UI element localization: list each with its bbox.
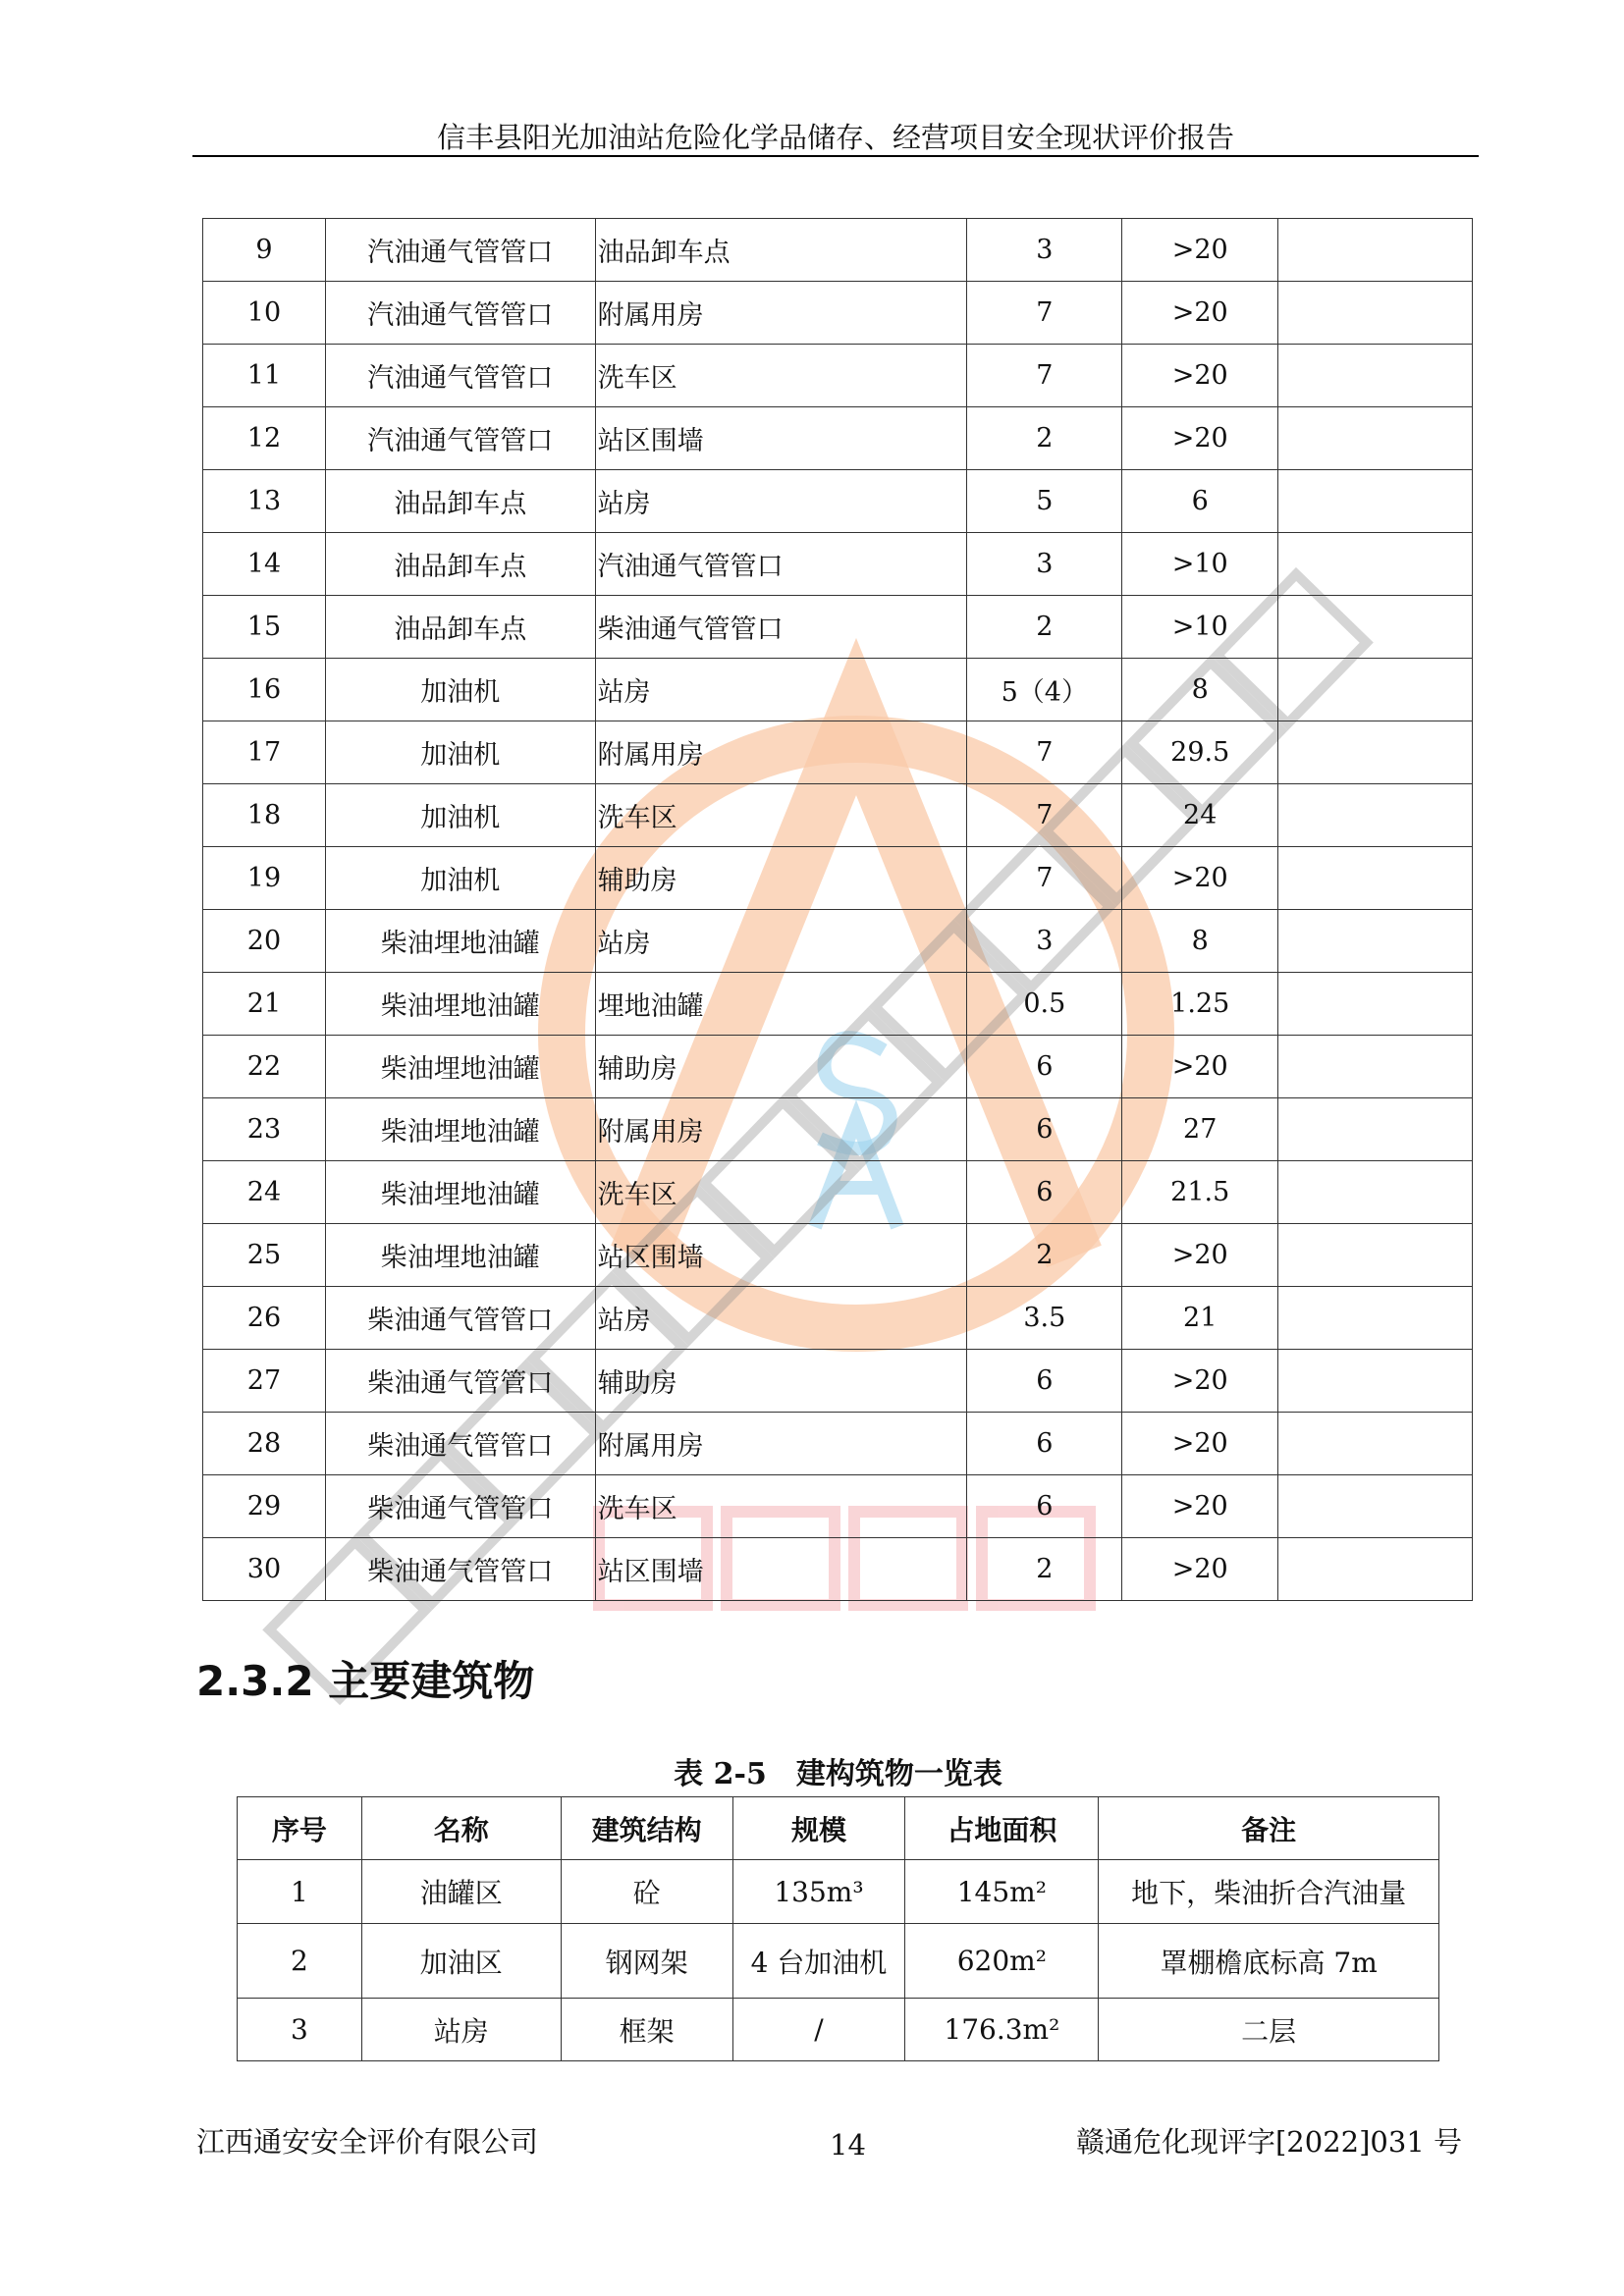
table-cell: 11 xyxy=(203,345,326,407)
table-cell: 21.5 xyxy=(1122,1161,1278,1224)
table-cell: 附属用房 xyxy=(595,1098,967,1161)
table-cell: 柴油埋地油罐 xyxy=(325,1161,595,1224)
column-header: 备注 xyxy=(1099,1797,1439,1860)
table-cell: 6 xyxy=(967,1475,1122,1538)
table-cell xyxy=(1278,407,1473,470)
table-cell: 二层 xyxy=(1099,1999,1439,2061)
table-row xyxy=(238,1999,1439,2061)
table-cell: 框架 xyxy=(561,1999,732,2061)
table-cell: 6 xyxy=(967,1350,1122,1413)
table-cell: 620m² xyxy=(905,1924,1099,1999)
table-cell: >10 xyxy=(1122,533,1278,596)
table-cell: 汽油通气管管口 xyxy=(325,407,595,470)
table-cell: >20 xyxy=(1122,219,1278,282)
table-cell: 辅助房 xyxy=(595,847,967,910)
table-cell: 柴油埋地油罐 xyxy=(325,1098,595,1161)
table-cell xyxy=(1278,973,1473,1036)
table-row xyxy=(203,345,1473,407)
table-cell: 18 xyxy=(203,784,326,847)
building-table xyxy=(237,1796,1439,2061)
table-cell: 罩棚檐底标高 7m xyxy=(1099,1924,1439,1999)
table-cell: 6 xyxy=(967,1098,1122,1161)
table-cell: 油品卸车点 xyxy=(325,533,595,596)
table-cell: 25 xyxy=(203,1224,326,1287)
table-row xyxy=(203,1475,1473,1538)
table-cell: 6 xyxy=(967,1036,1122,1098)
table-cell: 12 xyxy=(203,407,326,470)
table-cell: 7 xyxy=(967,784,1122,847)
table-cell: 9 xyxy=(203,219,326,282)
table-cell: 27 xyxy=(1122,1098,1278,1161)
table-cell: 辅助房 xyxy=(595,1350,967,1413)
table-cell: 29.5 xyxy=(1122,721,1278,784)
table-row xyxy=(203,407,1473,470)
table-cell: 柴油通气管管口 xyxy=(325,1287,595,1350)
table-row xyxy=(238,1924,1439,1999)
table-row xyxy=(203,1287,1473,1350)
table-cell: 176.3m² xyxy=(905,1999,1099,2061)
table-row xyxy=(203,1036,1473,1098)
table-cell: 6 xyxy=(1122,470,1278,533)
table-cell: 附属用房 xyxy=(595,721,967,784)
table-cell xyxy=(1278,1098,1473,1161)
column-header: 规模 xyxy=(732,1797,905,1860)
table-row xyxy=(203,659,1473,721)
table-cell: 3 xyxy=(238,1999,362,2061)
table-cell xyxy=(1278,1036,1473,1098)
table-cell: 7 xyxy=(967,847,1122,910)
table-cell: 24 xyxy=(1122,784,1278,847)
table-cell: 2 xyxy=(238,1924,362,1999)
table-cell: 柴油埋地油罐 xyxy=(325,973,595,1036)
table-cell: 加油机 xyxy=(325,721,595,784)
table-cell: 24 xyxy=(203,1161,326,1224)
table-row xyxy=(203,721,1473,784)
table-cell: 加油区 xyxy=(361,1924,561,1999)
table-caption: 表 2-5 建构筑物一览表 xyxy=(674,1757,1002,1791)
table-cell: 油品卸车点 xyxy=(325,596,595,659)
table-cell: / xyxy=(732,1999,905,2061)
table-cell: 1.25 xyxy=(1122,973,1278,1036)
table-cell: 7 xyxy=(967,282,1122,345)
page-number: 14 xyxy=(830,2128,866,2162)
table-cell: 2 xyxy=(967,596,1122,659)
table-cell: 柴油通气管管口 xyxy=(595,596,967,659)
table-cell: >20 xyxy=(1122,847,1278,910)
table-cell xyxy=(1278,282,1473,345)
table-cell: 27 xyxy=(203,1350,326,1413)
table-header-row xyxy=(238,1797,1439,1860)
table-cell: 3 xyxy=(967,910,1122,973)
table-cell: >20 xyxy=(1122,1413,1278,1475)
table-cell: 加油机 xyxy=(325,784,595,847)
table-cell: >20 xyxy=(1122,282,1278,345)
table-row xyxy=(203,282,1473,345)
table-cell: 柴油埋地油罐 xyxy=(325,910,595,973)
table-cell: 2 xyxy=(967,407,1122,470)
table-cell: 22 xyxy=(203,1036,326,1098)
column-header: 序号 xyxy=(238,1797,362,1860)
table-row xyxy=(203,784,1473,847)
table-cell: 14 xyxy=(203,533,326,596)
table-cell xyxy=(1278,219,1473,282)
table-cell: 柴油埋地油罐 xyxy=(325,1036,595,1098)
table-row xyxy=(203,847,1473,910)
table-cell: 汽油通气管管口 xyxy=(325,345,595,407)
section-heading: 2.3.2 主要建筑物 xyxy=(196,1657,535,1705)
table-cell: 7 xyxy=(967,721,1122,784)
table-cell: 19 xyxy=(203,847,326,910)
table-cell: 汽油通气管管口 xyxy=(595,533,967,596)
table-cell: 站房 xyxy=(595,470,967,533)
table-cell: 加油机 xyxy=(325,659,595,721)
table-cell: 洗车区 xyxy=(595,784,967,847)
table-cell xyxy=(1278,1413,1473,1475)
table-cell xyxy=(1278,910,1473,973)
table-cell xyxy=(1278,784,1473,847)
table-cell: 29 xyxy=(203,1475,326,1538)
table-cell: 8 xyxy=(1122,659,1278,721)
table-row xyxy=(203,1413,1473,1475)
table-cell: >20 xyxy=(1122,407,1278,470)
header-divider xyxy=(192,155,1479,157)
table-cell: 7 xyxy=(967,345,1122,407)
table-cell: 20 xyxy=(203,910,326,973)
table-cell: 3.5 xyxy=(967,1287,1122,1350)
table-cell: >20 xyxy=(1122,1224,1278,1287)
table-cell: 15 xyxy=(203,596,326,659)
table-cell: 10 xyxy=(203,282,326,345)
table-cell: 柴油通气管管口 xyxy=(325,1538,595,1601)
table-cell: 柴油通气管管口 xyxy=(325,1475,595,1538)
table-cell: 油品卸车点 xyxy=(595,219,967,282)
table-cell: 汽油通气管管口 xyxy=(325,282,595,345)
table-cell: 21 xyxy=(1122,1287,1278,1350)
table-cell: 附属用房 xyxy=(595,282,967,345)
table-cell xyxy=(1278,345,1473,407)
table-cell xyxy=(1278,1161,1473,1224)
table-cell: 16 xyxy=(203,659,326,721)
table-cell: 4 台加油机 xyxy=(732,1924,905,1999)
table-cell xyxy=(1278,1538,1473,1601)
table-cell: 站房 xyxy=(361,1999,561,2061)
table-row xyxy=(203,910,1473,973)
table-cell: 钢网架 xyxy=(561,1924,732,1999)
table-cell: 辅助房 xyxy=(595,1036,967,1098)
table-cell: 地下，柴油折合汽油量 xyxy=(1099,1860,1439,1924)
table-cell: 站区围墙 xyxy=(595,1224,967,1287)
table-cell: 3 xyxy=(967,219,1122,282)
table-cell xyxy=(1278,1287,1473,1350)
table-cell: 2 xyxy=(967,1224,1122,1287)
table-cell: 站房 xyxy=(595,910,967,973)
table-cell xyxy=(1278,659,1473,721)
table-cell: 5（4） xyxy=(967,659,1122,721)
table-cell: 洗车区 xyxy=(595,1475,967,1538)
table-row xyxy=(238,1860,1439,1924)
table-cell: 30 xyxy=(203,1538,326,1601)
table-cell xyxy=(1278,1224,1473,1287)
table-cell: 26 xyxy=(203,1287,326,1350)
table-cell xyxy=(1278,596,1473,659)
table-row xyxy=(203,973,1473,1036)
table-row xyxy=(203,219,1473,282)
table-cell: 23 xyxy=(203,1098,326,1161)
table-row xyxy=(203,596,1473,659)
table-cell: >10 xyxy=(1122,596,1278,659)
table-cell: 28 xyxy=(203,1413,326,1475)
column-header: 建筑结构 xyxy=(561,1797,732,1860)
table-cell: 站房 xyxy=(595,659,967,721)
table-cell: 柴油通气管管口 xyxy=(325,1413,595,1475)
table-cell: 加油机 xyxy=(325,847,595,910)
table-cell: 柴油埋地油罐 xyxy=(325,1224,595,1287)
table-cell: 站区围墙 xyxy=(595,1538,967,1601)
table-row xyxy=(203,1350,1473,1413)
table-row xyxy=(203,1098,1473,1161)
table-cell: >20 xyxy=(1122,1538,1278,1601)
table-cell: >20 xyxy=(1122,345,1278,407)
table-cell: 站房 xyxy=(595,1287,967,1350)
table-cell xyxy=(1278,721,1473,784)
table-cell: 6 xyxy=(967,1161,1122,1224)
table-cell: 洗车区 xyxy=(595,1161,967,1224)
table-cell: 砼 xyxy=(561,1860,732,1924)
table-cell: 13 xyxy=(203,470,326,533)
table-cell xyxy=(1278,533,1473,596)
table-cell xyxy=(1278,1475,1473,1538)
table-cell: 柴油通气管管口 xyxy=(325,1350,595,1413)
table-cell: 135m³ xyxy=(732,1860,905,1924)
footer-company: 江西通安安全评价有限公司 xyxy=(196,2125,539,2159)
table-cell: 站区围墙 xyxy=(595,407,967,470)
table-cell: >20 xyxy=(1122,1475,1278,1538)
table-row xyxy=(203,533,1473,596)
footer-doc-number: 赣通危化现评字[2022]031 号 xyxy=(1075,2125,1462,2159)
table-cell: 油罐区 xyxy=(361,1860,561,1924)
table-cell: 145m² xyxy=(905,1860,1099,1924)
page-header-title: 信丰县阳光加油站危险化学品储存、经营项目安全现状评价报告 xyxy=(436,121,1234,154)
table-cell xyxy=(1278,470,1473,533)
column-header: 占地面积 xyxy=(905,1797,1099,1860)
table-cell: 附属用房 xyxy=(595,1413,967,1475)
table-cell: 6 xyxy=(967,1413,1122,1475)
table-row xyxy=(203,1224,1473,1287)
table-cell: 洗车区 xyxy=(595,345,967,407)
table-cell: 0.5 xyxy=(967,973,1122,1036)
table-row xyxy=(203,470,1473,533)
table-cell: 埋地油罐 xyxy=(595,973,967,1036)
table-cell: 3 xyxy=(967,533,1122,596)
table-cell: 油品卸车点 xyxy=(325,470,595,533)
table-cell: 2 xyxy=(967,1538,1122,1601)
table-cell: 汽油通气管管口 xyxy=(325,219,595,282)
table-cell: 5 xyxy=(967,470,1122,533)
table-cell: >20 xyxy=(1122,1350,1278,1413)
table-row xyxy=(203,1161,1473,1224)
table-cell: 1 xyxy=(238,1860,362,1924)
safety-distance-table xyxy=(202,218,1473,1601)
table-cell: 17 xyxy=(203,721,326,784)
table-cell xyxy=(1278,1350,1473,1413)
table-cell: 8 xyxy=(1122,910,1278,973)
table-row xyxy=(203,1538,1473,1601)
column-header: 名称 xyxy=(361,1797,561,1860)
table-cell: 21 xyxy=(203,973,326,1036)
table-cell xyxy=(1278,847,1473,910)
table-cell: >20 xyxy=(1122,1036,1278,1098)
